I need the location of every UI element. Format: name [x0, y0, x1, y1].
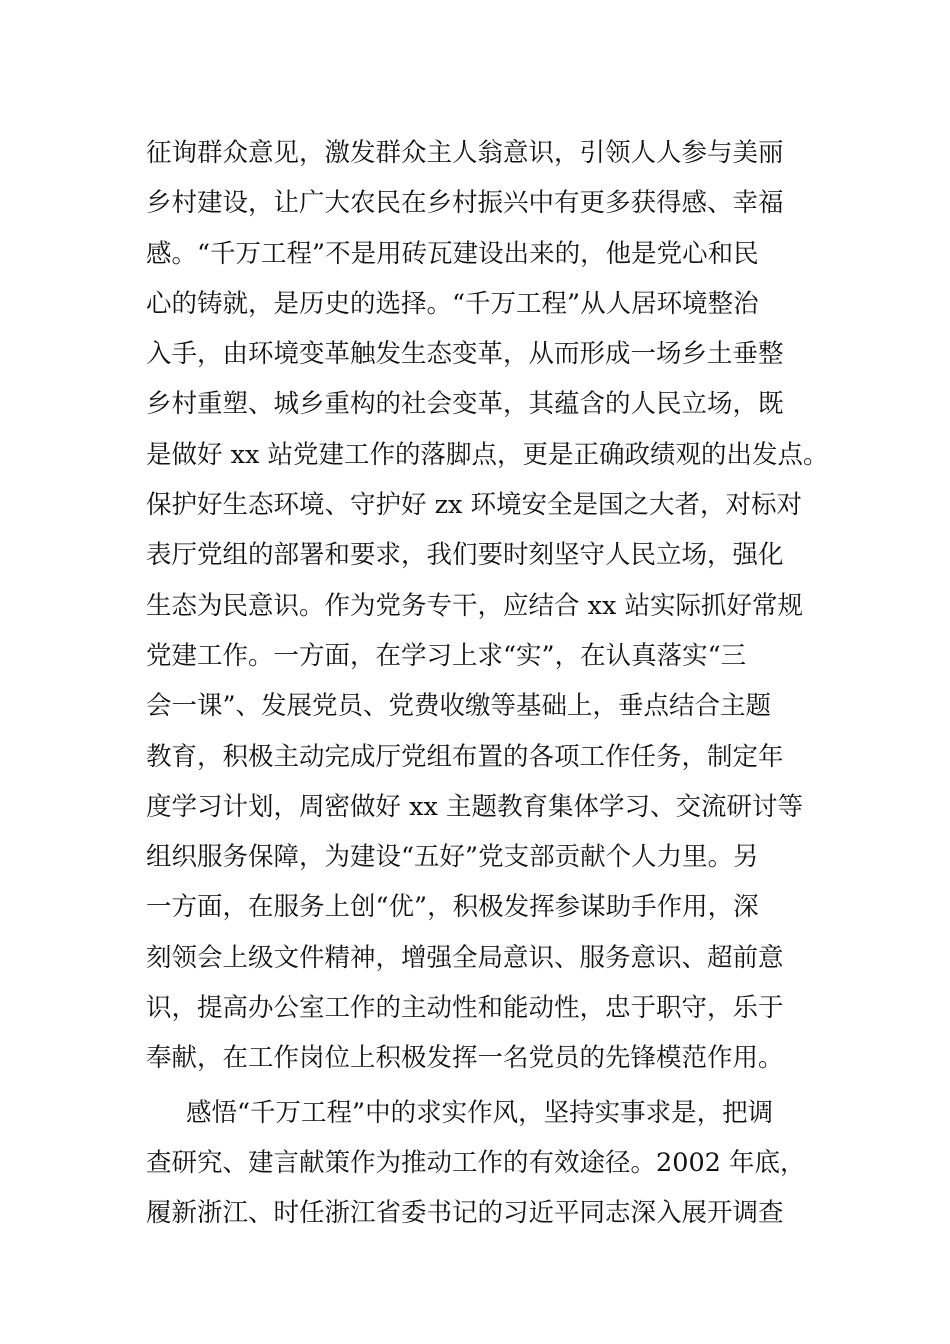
text-line: 识，提高办公室工作的主动性和能动性，忠于职守，乐于	[146, 993, 784, 1024]
text-line: 乡村建设，让广大农民在乡村振兴中有更多获得感、幸福	[146, 188, 784, 219]
text-line: 组织服务保障，为建设“五好”党支部贡献个人力里。另	[146, 842, 759, 873]
text-line: 是做好 xx 站党建工作的落脚点，更是正确政绩观的出发点。	[146, 439, 829, 470]
text-line: 度学习计划，周密做好 xx 主题教育集体学习、交流研讨等	[146, 791, 803, 822]
text-line: 乡村重塑、城乡重构的社会变革，其蕴含的人民立场，既	[146, 389, 784, 420]
text-line: 表厅党组的部署和要求，我们要时刻坚守人民立场，强化	[146, 540, 784, 571]
document-body	[146, 128, 836, 1239]
text-line: 会一课”、发展党员、党费收缴等基础上，垂点结合主题	[146, 691, 772, 722]
text-line: 刻领会上级文件精神，增强全局意识、服务意识、超前意	[146, 942, 784, 973]
text-line: 党建工作。一方面，在学习上求“实”，在认真落实“三	[146, 640, 747, 671]
text-line: 入手，由环境变革触发生态变革，从而形成一场乡土垂整	[146, 339, 784, 370]
text-line: 心的铸就，是历史的选择。“千万工程”从人居环境整治	[146, 288, 759, 319]
text-line: 生态为民意识。作为党务专干，应结合 xx 站实际抓好常规	[146, 590, 803, 621]
text-line: 奉献，在工作岗位上积极发挥一名党员的先锋模范作用。	[146, 1043, 784, 1074]
text-line: 查研究、建言献策作为推动工作的有效途径。2002 年底，	[146, 1147, 806, 1178]
paragraph-1	[146, 128, 836, 1084]
text-line: 征询群众意见，激发群众主人翁意识，引领人人参与美丽	[146, 138, 784, 168]
text-line: 感。“千万工程”不是用砖瓦建设出来的，他是党心和民	[146, 238, 759, 269]
text-line: 履新浙江、时任浙江省委书记的习近平同志深入展开调查	[146, 1198, 784, 1229]
text-line: 保护好生态环境、守护好 zx 环境安全是国之大者，对标对	[146, 490, 803, 521]
text-line: 一方面，在服务上创“优”，积极发挥参谋助手作用，深	[146, 892, 759, 923]
paragraph-2	[146, 1088, 836, 1239]
text-line: 教育，积极主动完成厅党组布置的各项工作任务，制定年	[146, 741, 784, 772]
text-line-first-indented: 感悟“千万工程”中的求实作风，坚持实事求是，把调	[186, 1097, 774, 1128]
